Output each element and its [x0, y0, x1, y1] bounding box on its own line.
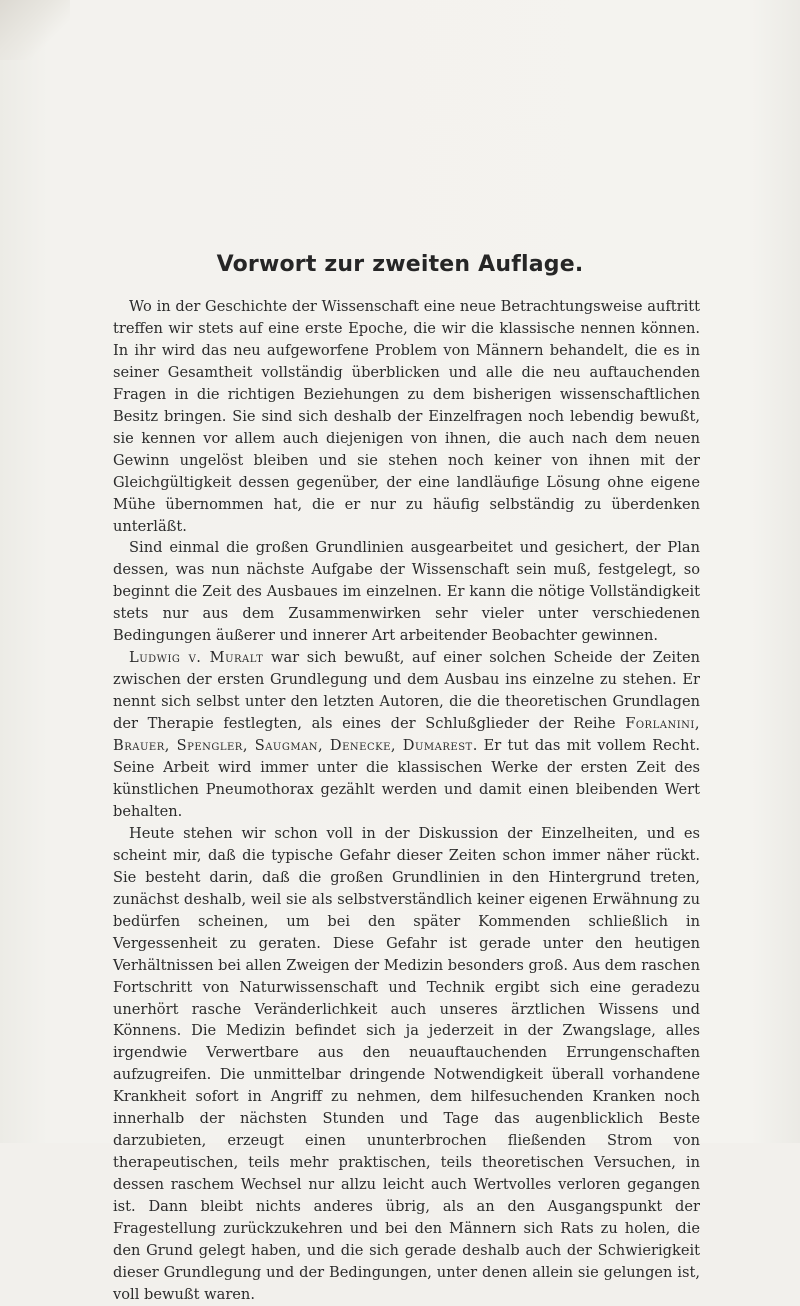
paragraph-1: Wo in der Geschichte der Wissenschaft eine neue Betrachtungsweise auftritt treffen wir stets auf eine erste Epoche, die wir die klassische nennen können. In ihr wird das neu aufgeworfene Problem von Männern behandelt, die es in seiner Gesamtheit vollständig überblicken und alle die neu auftauchenden Fragen in die richtigen Beziehungen zu dem bisherigen wissenschaftlichen Besitz bringen. Sie sind sich deshalb der Einzelfragen noch lebendig bewußt, sie kennen vor allem auch diejenigen von ihnen, die auch nach dem neuen Gewinn ungelöst bleiben und sie stehen noch keiner von ihnen mit der Gleichgültigkeit dessen gegenüber, der eine landläufige Lösung ohne eigene Mühe übernommen hat, die er nur zu häufig selbständig zu überdenken unterläßt.: [113, 298, 700, 535]
paragraph-3-text-a: war sich bewußt, auf einer solchen Scheide der Zeiten zwischen der ersten Grundlegung und dem Ausbau ins einzelne zu stehen. Er nennt sich selbst unter den letzten Autoren, die die theoretischen Grundlagen der Therapie festlegten, als eines der Schlußglieder der Reihe: [113, 649, 701, 733]
paragraph-3: [113, 647, 700, 823]
author-name: Ludwig v. Muralt: [129, 649, 264, 667]
paragraph-2: Sind einmal die großen Grundlinien ausgearbeitet und gesichert, der Plan dessen, was nun nächste Aufgabe der Wissenschaft sein muß, festgelegt, so beginnt die Zeit des Ausbaues im einzelnen. Er kann die nötige Vollständigkeit stets nur aus dem Zusammenwirken sehr vieler unter verschiedenen Bedingungen äußerer und innerer Art arbeitender Beobachter gewinnen.: [113, 539, 700, 645]
page-corner-fold: [0, 0, 70, 60]
paragraph-3-text-b: . Er tut das mit vollem Recht. Seine Arbeit wird immer unter die klassischen Werke der ersten Zeit des künstlichen Pneumothorax gezählt werden und damit einen bleibenden Wert behalten.: [113, 737, 700, 820]
author-list: Forlanini, Brauer, Spengler, Saugman, Denecke, Dumarest: [113, 715, 700, 755]
paragraph-4: Heute stehen wir schon voll in der Diskussion der Einzelheiten, und es scheint mir, daß die typische Gefahr dieser Zeiten schon immer näher rückt. Sie besteht darin, daß die großen Grundlinien in den Hintergrund treten, zunächst deshalb, weil sie als selbstverständlich keiner eigenen Erwähnung zu bedürfen scheinen, um bei den später Kommenden schließlich in Vergessenheit zu geraten. Diese Gefahr ist gerade unter den heutigen Verhältnissen bei allen Zweigen der Medizin besonders groß. Aus dem raschen Fortschritt von Naturwissenschaft und Technik ergibt sich eine geradezu unerhört rasche Veränderlichkeit auch unseres ärztlichen Wissens und Könnens. Die Medizin befindet sich ja jederzeit in der Zwangslage, alles irgendwie Verwertbare aus den neuauftauchenden Errungenschaften aufzugreifen. Die unmittelbar dringende Notwendigkeit überall vorhandene Krankheit sofort in Angriff zu nehmen, dem hilfesuchenden Kranken noch innerhalb der nächsten Stunden und Tage das augenblicklich Beste darzubieten, erzeugt einen ununterbrochen fließenden Strom von therapeutischen, teils mehr praktischen, teils theoretischen Versuchen, in dessen raschem Wechsel nur allzu leicht auch Wertvolles verloren gegangen ist. Dann bleibt nichts anderes übrig, als an den Ausgangspunkt der Fragestellung zurückzukehren und bei den Männern sich Rats zu holen, die den Grund gelegt haben, und die sich gerade deshalb auch der Schwierigkeit dieser Grundlegung und der Bedingungen, unter denen allein sie gelungen ist, voll bewußt waren.: [113, 824, 700, 1303]
preface-body: [113, 296, 700, 1306]
page-title: Vorwort zur zweiten Auflage.: [216, 252, 584, 277]
